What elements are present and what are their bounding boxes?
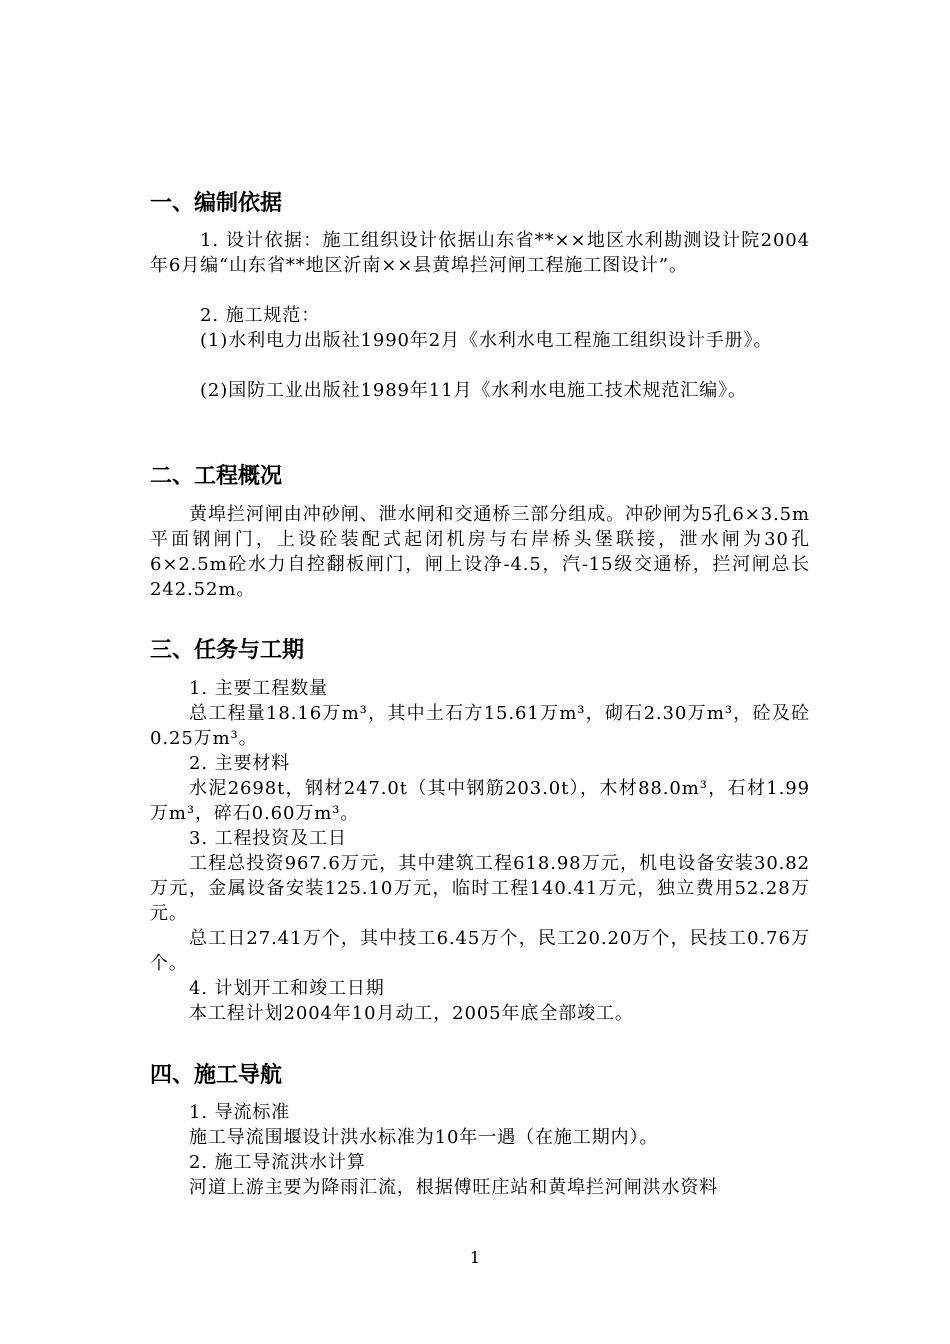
page-number: 1: [469, 1248, 481, 1267]
paragraph: (2)国防工业出版社1989年11月《水利水电施工技术规范汇编》。: [200, 380, 747, 401]
paragraph: 3. 工程投资及工日: [189, 828, 347, 849]
paragraph: (1)水利电力出版社1990年2月《水利水电工程施工组织设计手册》。: [200, 330, 773, 351]
paragraph: 总工程量18.16万m³，其中土石方15.61万m³，砌石2.30万m³，砼及砼0.25万m³。: [150, 703, 810, 749]
paragraph: 4. 计划开工和竣工日期: [189, 978, 385, 999]
paragraph: 本工程计划2004年10月动工，2005年底全部竣工。: [189, 1003, 634, 1024]
section-heading: 二、工程概况: [150, 464, 283, 489]
paragraph: 工程总投资967.6万元，其中建筑工程618.98万元，机电设备安装30.82万元，金属设备安装125.10万元，临时工程140.41万元，独立费用52.28万元。: [150, 853, 810, 924]
section-heading: 三、任务与工期: [150, 638, 305, 663]
paragraph: 1. 设计依据：施工组织设计依据山东省**××地区水利勘测设计院2004年6月编“山东省**地区沂南××县黄埠拦河闸工程施工图设计”。: [150, 230, 810, 276]
paragraph: 1. 主要工程数量: [189, 678, 328, 699]
paragraph: 黄埠拦河闸由冲砂闸、泄水闸和交通桥三部分组成。冲砂闸为5孔6×3.5m平面钢闸门，上设砼装配式起闭机房与右岸桥头堡联接，泄水闸为30孔6×2.5m砼水力自控翻板闸门，闸上设净-4.5，汽-15级交通桥，拦河闸总长242.52m。: [150, 504, 810, 600]
paragraph: 河道上游主要为降雨汇流，根据傅旺庄站和黄埠拦河闸洪水资料: [189, 1177, 719, 1198]
paragraph: 施工导流围堰设计洪水标准为10年一遇（在施工期内）。: [189, 1127, 659, 1148]
paragraph: 2. 主要材料: [189, 753, 291, 774]
paragraph: 1. 导流标准: [189, 1102, 291, 1123]
section-heading: 一、编制依据: [150, 191, 283, 216]
paragraph: 水泥2698t，钢材247.0t（其中钢筋203.0t），木材88.0m³，石材1.99万m³，碎石0.60万m³。: [150, 778, 810, 824]
paragraph: 总工日27.41万个，其中技工6.45万个，民工20.20万个，民技工0.76万个。: [150, 928, 810, 974]
paragraph: 2. 施工导流洪水计算: [189, 1152, 366, 1173]
paragraph: 2. 施工规范：: [200, 305, 321, 326]
section-heading: 四、施工导航: [150, 1063, 283, 1088]
